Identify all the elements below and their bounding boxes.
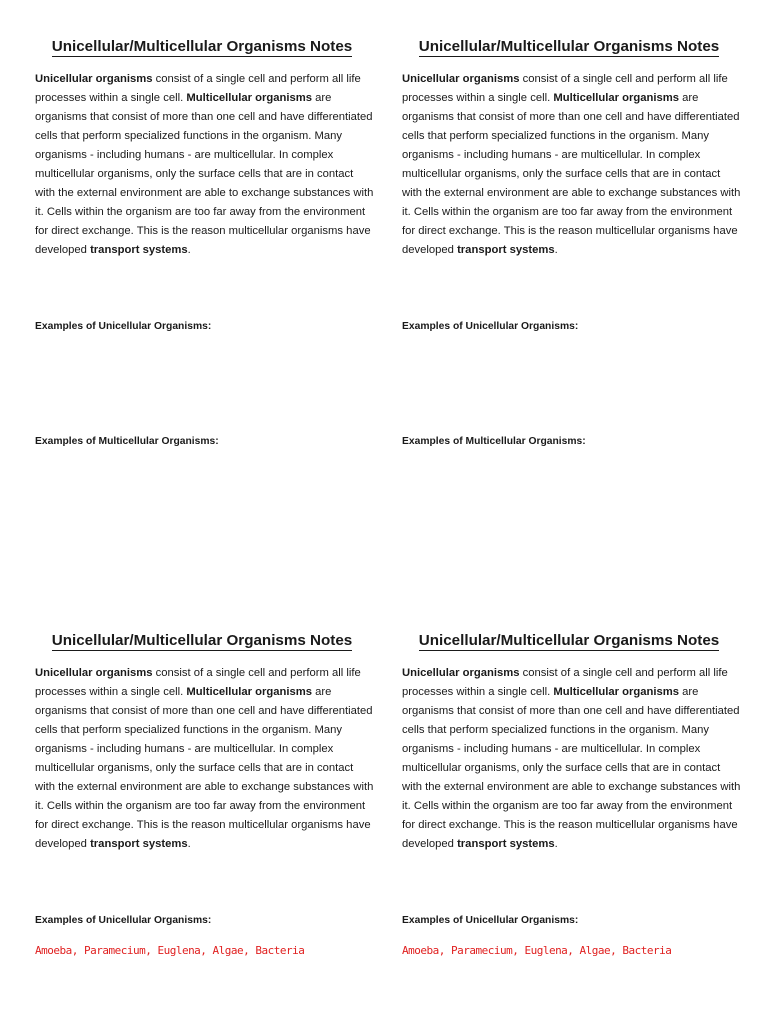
multicellular-examples-label: Examples of Multicellular Organisms: — [35, 436, 219, 447]
notes-paragraph: Unicellular organisms consist of a single cell and perform all life processes within a single cell. Multicellular organisms are organisms that consist of more than one cell and have differentiated cells that perform specialized functions in the organism. Many organisms - including humans - are multicellular. In complex multicellular organisms, only the surface cells that are in contact with the external environment are able to exchange substances with it. Cells within the organism are too far away from the environment for direct exchange. This is the reason multicellular organisms have developed transport systems. — [35, 667, 374, 850]
notes-card-top-right — [393, 0, 745, 447]
unicellular-examples-label: Examples of Unicellular Organisms: — [35, 321, 212, 332]
unicellular-examples-label: Examples of Unicellular Organisms: — [402, 915, 579, 926]
unicellular-examples-answer: Amoeba, Paramecium, Euglena, Algae, Bacteria — [402, 944, 672, 957]
notes-paragraph: Unicellular organisms consist of a single cell and perform all life processes within a single cell. Multicellular organisms are organisms that consist of more than one cell and have differentiated cells that perform specialized functions in the organism. Many organisms - including humans - are multicellular. In complex multicellular organisms, only the surface cells that are in contact with the external environment are able to exchange substances with it. Cells within the organism are too far away from the environment for direct exchange. This is the reason multicellular organisms have developed transport systems. — [402, 667, 741, 850]
unicellular-examples-label: Examples of Unicellular Organisms: — [35, 915, 212, 926]
unicellular-examples-label: Examples of Unicellular Organisms: — [402, 321, 579, 332]
multicellular-examples-label: Examples of Multicellular Organisms: — [402, 436, 586, 447]
card-title: Unicellular/Multicellular Organisms Notes — [51, 632, 353, 649]
notes-paragraph: Unicellular organisms consist of a single cell and perform all life processes within a single cell. Multicellular organisms are organisms that consist of more than one cell and have differentiated cells that perform specialized functions in the organism. Many organisms - including humans - are multicellular. In complex multicellular organisms, only the surface cells that are in contact with the external environment are able to exchange substances with it. Cells within the organism are too far away from the environment for direct exchange. This is the reason multicellular organisms have developed transport systems. — [35, 73, 374, 256]
card-title: Unicellular/Multicellular Organisms Notes — [418, 632, 720, 649]
unicellular-examples-answer: Amoeba, Paramecium, Euglena, Algae, Bacteria — [35, 944, 305, 957]
notes-card-bottom-left — [26, 594, 378, 994]
notes-paragraph: Unicellular organisms consist of a single cell and perform all life processes within a single cell. Multicellular organisms are organisms that consist of more than one cell and have differentiated cells that perform specialized functions in the organism. Many organisms - including humans - are multicellular. In complex multicellular organisms, only the surface cells that are in contact with the external environment are able to exchange substances with it. Cells within the organism are too far away from the environment for direct exchange. This is the reason multicellular organisms have developed transport systems. — [402, 73, 741, 256]
notes-card-top-left — [26, 0, 378, 447]
notes-card-bottom-right — [393, 594, 745, 994]
card-title: Unicellular/Multicellular Organisms Notes — [418, 38, 720, 55]
card-title: Unicellular/Multicellular Organisms Notes — [51, 38, 353, 55]
